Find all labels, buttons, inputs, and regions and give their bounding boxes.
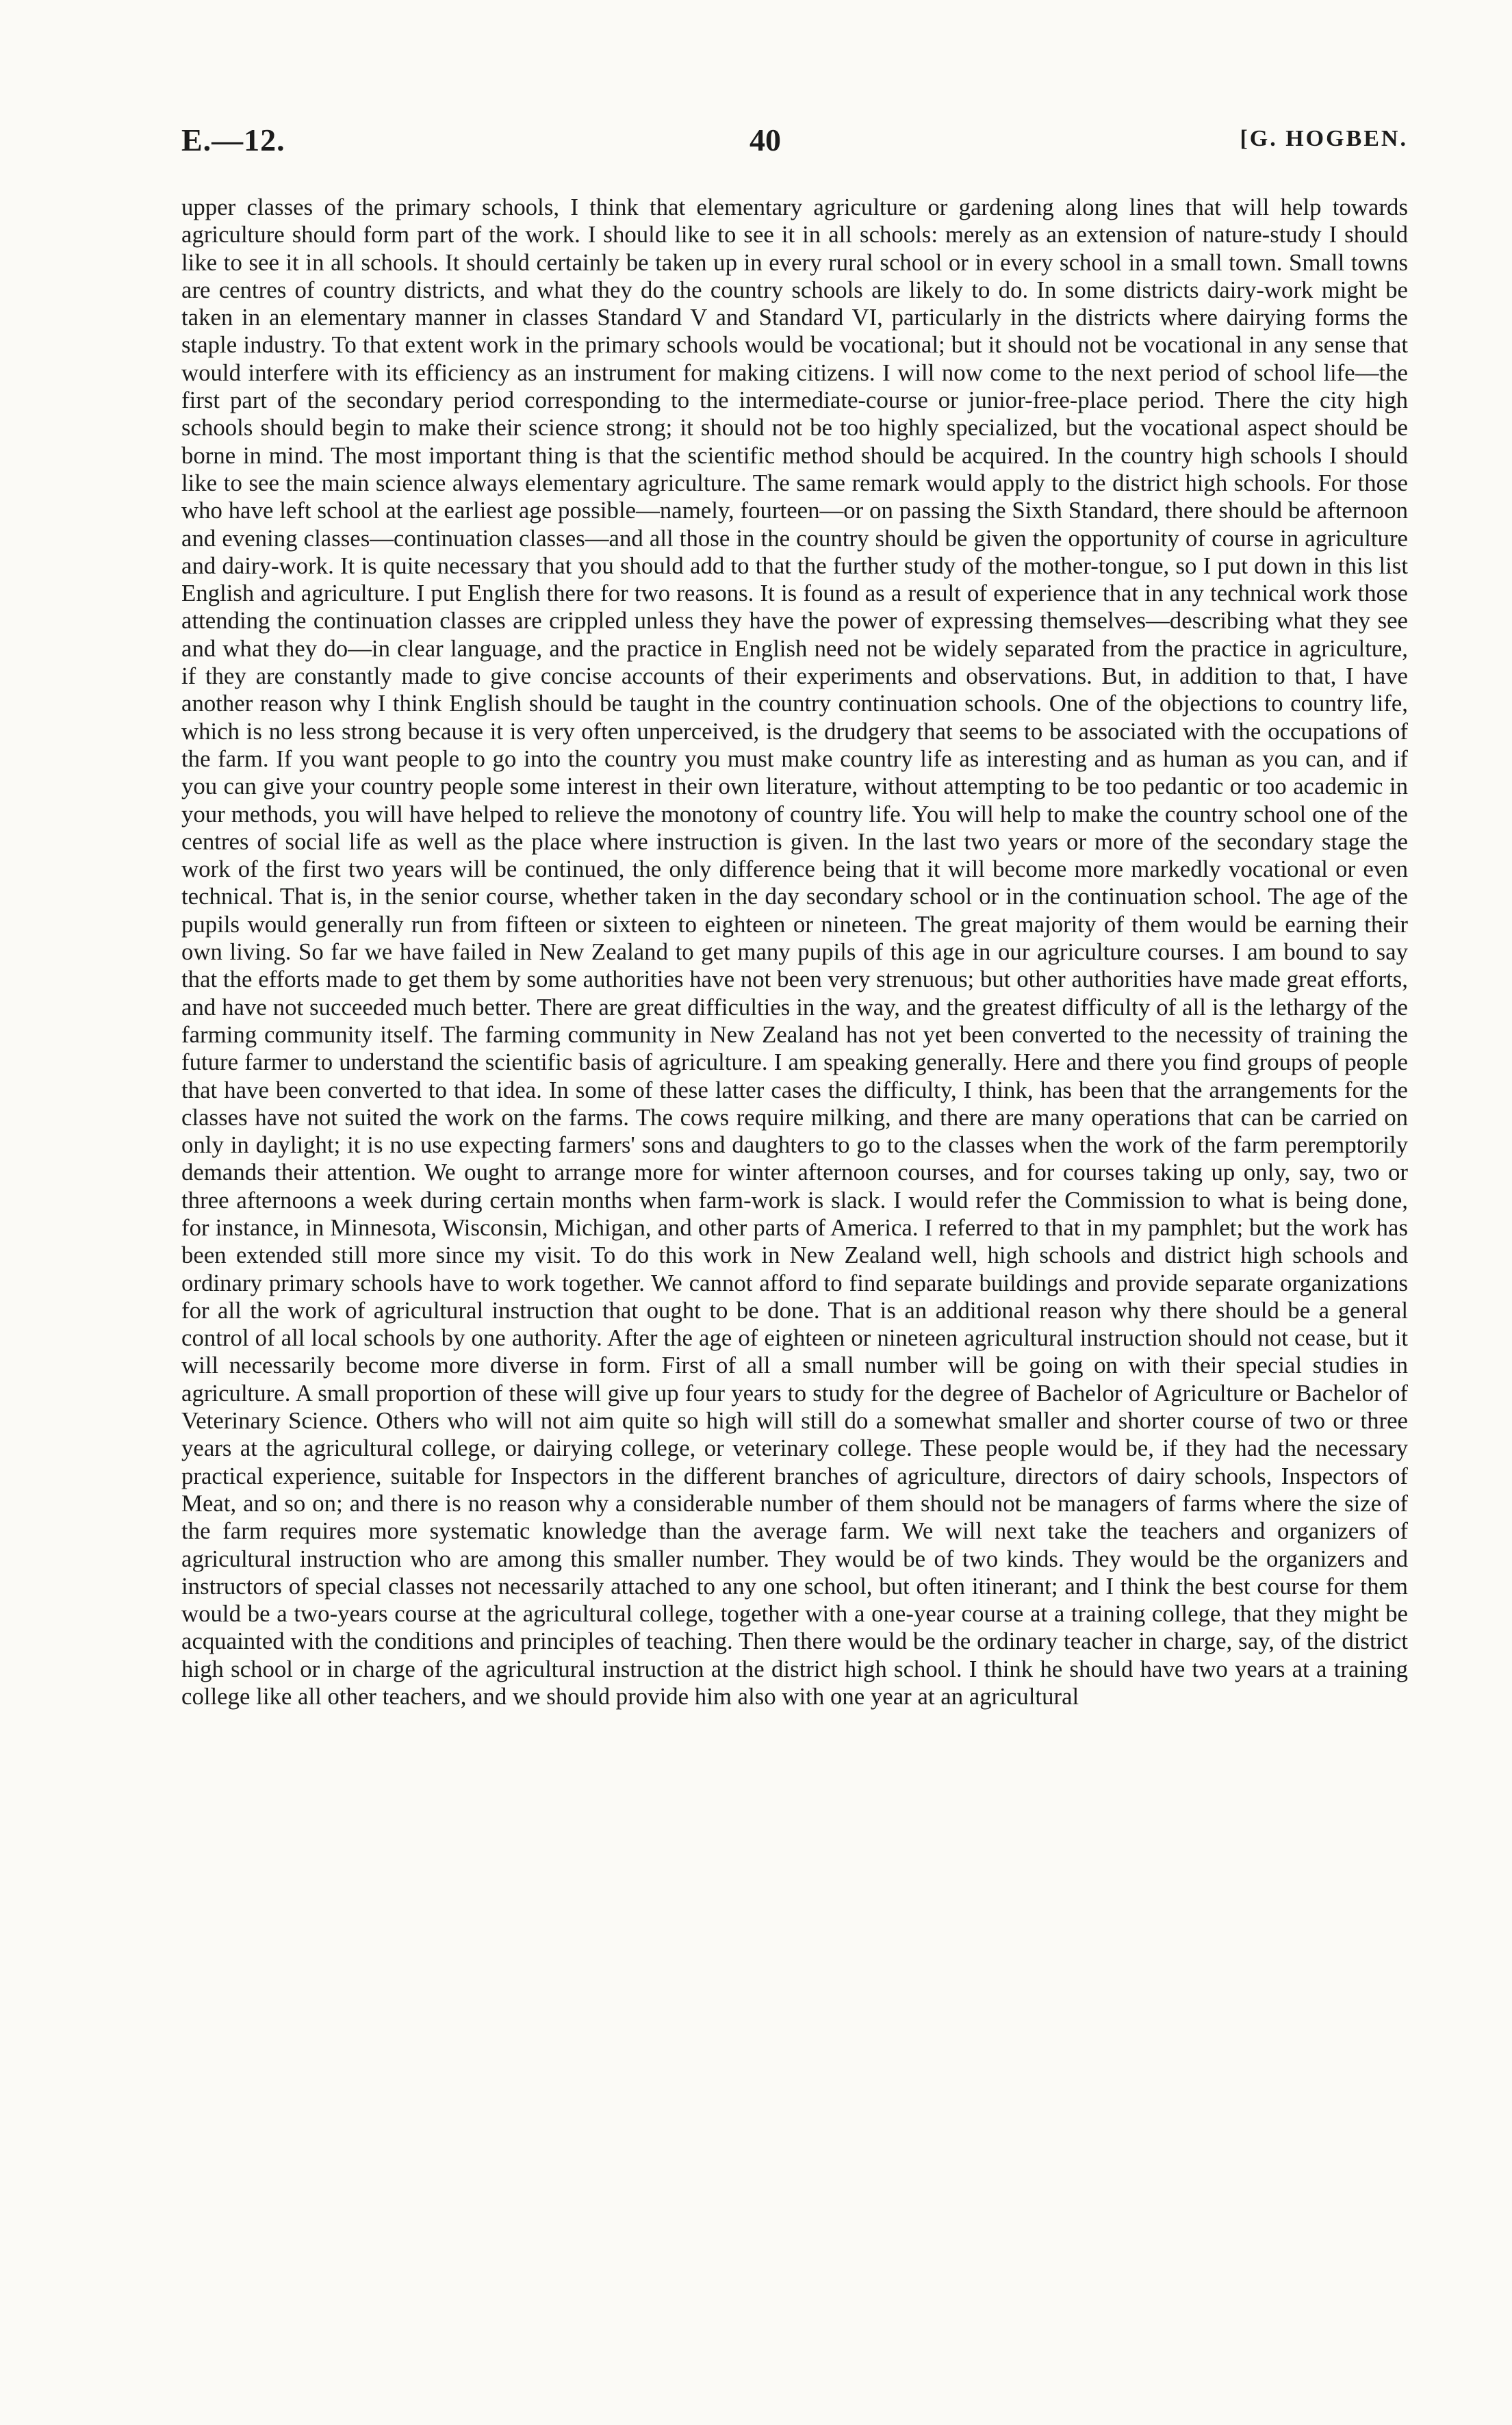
speaker-name: [G. HOGBEN.	[1240, 126, 1408, 151]
series-number: E.—12.	[181, 123, 285, 157]
body-paragraph: upper classes of the primary schools, I think that elementary agriculture or gardening along lines that will help towards agriculture should form part of the work. I should like to see it in all schools: merely as an extension of nature-study I should like to see it in all schools. It should certainly be taken up in every rural school or in every school in a small town. Small towns are centres of country districts, and what they do the country schools are likely to do. In some districts dairy-work might be taken in an elementary manner in classes Standard V and Standard VI, particularly in the districts where dairying forms the staple industry. To that extent work in the primary schools would be vocational; but it should not be vocational in any sense that would interfere with its efficiency as an instrument for making citizens. I will now come to the next period of school life—the first part of the secondary period corresponding to the intermediate-course or junior-free-place period. There the city high schools should begin to make their science strong; it should not be too highly specialized, but the vocational aspect should be borne in mind. The most important thing is that the scientific method should be acquired. In the country high schools I should like to see the main science always elementary agriculture. The same remark would apply to the district high schools. For those who have left school at the earliest age possible—namely, fourteen—or on passing the Sixth Standard, there should be afternoon and evening classes—continuation classes—and all those in the country should be given the opportunity of course in agriculture and dairy-work. It is quite necessary that you should add to that the further study of the mother-tongue, so I put down in this list English and agriculture. I put English there for two reasons. It is found as a result of experience that in any technical work those attending the continuation classes are crippled unless they have the power of expressing themselves—describing what they see and what they do—in clear language, and the practice in English need not be widely separated from the practice in agriculture, if they are constantly made to give concise accounts of their experiments and observations. But, in addition to that, I have another reason why I think English should be taught in the country continuation schools. One of the objections to country life, which is no less strong because it is very often unperceived, is the drudgery that seems to be associated with the occupations of the farm. If you want people to go into the country you must make country life as interesting and as human as you can, and if you can give your country people some interest in their own literature, without attempting to be too pedantic or too academic in your methods, you will have helped to relieve the monotony of country life. You will help to make the country school one of the centres of social life as well as the place where instruction is given. In the last two years or more of the secondary stage the work of the first two years will be continued, the only difference being that it will become more markedly vocational or even technical. That is, in the senior course, whether taken in the day secondary school or in the continuation school. The age of the pupils would generally run from fifteen or sixteen to eighteen or nineteen. The great majority of them would be earning their own living. So far we have failed in New Zealand to get many pupils of this age in our agriculture courses. I am bound to say that the efforts made to get them by some authorities have not been very strenuous; but other authorities have made great efforts, and have not succeeded much better. There are great difficulties in the way, and the greatest difficulty of all is the lethargy of the farming community itself. The farming community in New Zealand has not yet been converted to the necessity of training the future farmer to understand the scientific basis of agriculture. I am speaking generally. Here and there you find groups of people that have been converted to that idea. In some of these latter cases the difficulty, I think, has been that the arrangements for the classes have not suited the work on the farms. The cows require milking, and there are many operations that can be carried on only in daylight; it is no use expecting farmers' sons and daughters to go to the classes when the work of the farm peremptorily demands their attention. We ought to arrange more for winter afternoon courses, and for courses taking up only, say, two or three afternoons a week during certain months when farm-work is slack. I would refer the Commission to what is being done, for instance, in Minnesota, Wisconsin, Michigan, and other parts of America. I referred to that in my pamphlet; but the work has been extended still more since my visit. To do this work in New Zealand well, high schools and district high schools and ordinary primary schools have to work together. We cannot afford to find separate buildings and provide separate organizations for all the work of agricultural instruction that ought to be done. That is an additional reason why there should be a general control of all local schools by one authority. After the age of eighteen or nineteen agricultural instruction should not cease, but it will necessarily become more diverse in form. First of all a small number will be going on with their special studies in agriculture. A small proportion of these will give up four years to study for the degree of Bachelor of Agriculture or Bachelor of Veterinary Science. Others who will not aim quite so high will still do a somewhat smaller and shorter course of two or three years at the agricultural college, or dairying college, or veterinary college. These people would be, if they had the necessary practical experience, suitable for Inspectors in the different branches of agriculture, directors of dairy schools, Inspectors of Meat, and so on; and there is no reason why a considerable number of them should not be managers of farms where the size of the farm requires more systematic knowledge than the average farm. We will next take the teachers and organizers of agricultural instruction who are among this smaller number. They would be of two kinds. They would be the organizers and instructors of special classes not necessarily attached to any one school, but often itinerant; and I think the best course for them would be a two-years course at the agricultural college, together with a one-year course at a training college, that they might be acquainted with the conditions and principles of teaching. Then there would be the ordinary teacher in charge, say, of the district high school or in charge of the agricultural instruction at the district high school. I think he should have two years at a training college like all other teachers, and we should provide him also with one year at an agricultural	[181, 194, 1408, 1710]
body-text	[181, 194, 1408, 2329]
page-number: 40	[749, 123, 781, 157]
page-header	[181, 122, 1408, 170]
